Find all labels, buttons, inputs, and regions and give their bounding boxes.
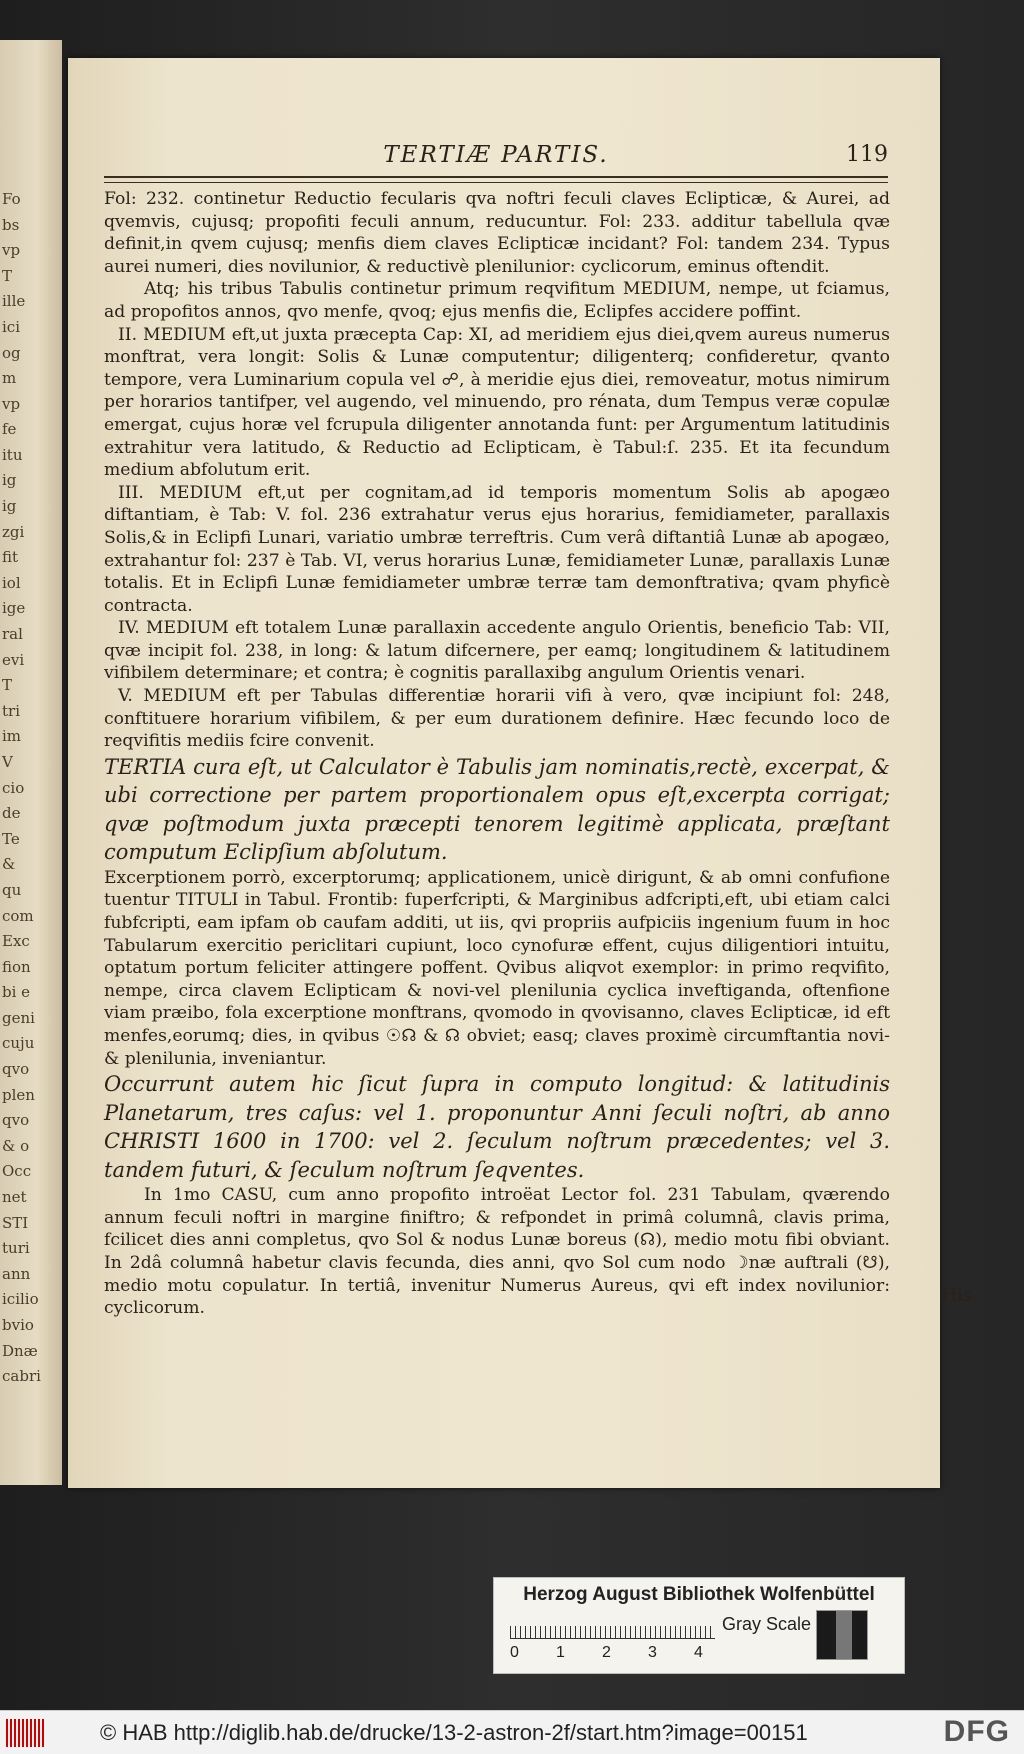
- margin-fragment: m: [2, 369, 17, 388]
- margin-fragment: icilio: [2, 1290, 39, 1309]
- page-header: [104, 142, 888, 172]
- paragraph-tertia-cura: TERTIA cura eſt, ut Calculator è Tabulis jam nominatis,rectè, excerpat, & ubi correctione per partem proportionalem opus eſt,excerpta corrigat; qvæ poſtmodum juxta præcepti tenorem legitimè applicata, præſtant computum Eclipſium abſolutum.: [104, 754, 890, 865]
- library-name: Herzog August Bibliothek Wolfenbüttel: [523, 1584, 875, 1605]
- citation-link[interactable]: © HAB http://diglib.hab.de/drucke/13-2-astron-2f/start.htm?image=00151: [100, 1720, 808, 1745]
- margin-fragment: Dnæ: [2, 1341, 38, 1360]
- margin-fragment: im: [2, 727, 22, 746]
- previous-page-edge: [0, 40, 62, 1485]
- margin-fragment: cio: [2, 778, 25, 797]
- margin-fragment: cabri: [2, 1367, 41, 1386]
- margin-fragment: ige: [2, 599, 26, 618]
- margin-fragment: ral: [2, 625, 23, 644]
- page-number: 119: [846, 142, 888, 167]
- margin-fragment: cuju: [2, 1034, 35, 1053]
- margin-fragment: Occ: [2, 1162, 32, 1181]
- ruler-number: 1: [556, 1644, 565, 1661]
- margin-fragment: com: [2, 906, 34, 925]
- margin-fragment: ici: [2, 317, 20, 336]
- ruler-number: 2: [602, 1644, 611, 1661]
- margin-fragment: qvo: [2, 1111, 30, 1130]
- margin-fragment: T: [2, 676, 13, 695]
- margin-fragment: ann: [2, 1264, 31, 1283]
- margin-fragment: V: [2, 752, 13, 771]
- margin-fragment: tri: [2, 701, 20, 720]
- ruler-number: 0: [510, 1644, 519, 1661]
- gray-scale-swatch: [816, 1610, 868, 1660]
- library-plate: [493, 1577, 905, 1674]
- margin-fragment: iol: [2, 573, 21, 592]
- paragraph-medium-iv: IV. MEDIUM eft totalem Lunæ parallaxin accedente angulo Orientis, beneficio Tab: VII, qvæ incipit fol. 238, in long: & latum difcernere, per eamq; longitudinem & latitudinem vifibilem determinare; et contra; è cognitis parallaxibg angulum Orientis venari.: [104, 618, 890, 684]
- paragraph-primo-casu: In 1mo CASU, cum anno propofito introëat Lector fol. 231 Tabulam, qværendo annum feculi noftri in margine finiftro; & refpondet in primâ columnâ, clavis prima, fcilicet dies anni completus, qvo Sol & nodus Lunæ boreus (☊), medio motu fibi obviant. In 2dâ columnâ habetur clavis fecunda, dies anni, qvo Sol cum nodo ☽næ auftrali (☋), medio motu copulatur. In tertiâ, invenitur Numerus Aureus, qvi eft index novilunior: cyclicorum.: [104, 1185, 890, 1319]
- margin-fragment: STI: [2, 1213, 29, 1232]
- margin-fragment: & o: [2, 1136, 30, 1155]
- paragraph-occurrunt: Occurrunt autem hic ſicut ſupra in computo longitud: & latitudinis Planetarum, tres caſus: vel 1. proponuntur Anni ſeculi noſtri, ab anno CHRISTI 1600 in 1700: vel 2. ſeculum noſtrum præcedentes; vel 3. tandem futuri, & ſeculum noſtrum ſeqventes.: [104, 1072, 890, 1182]
- margin-fragment: fit: [2, 548, 19, 567]
- margin-fragment: turi: [2, 1239, 30, 1258]
- margin-fragment: Te: [2, 829, 20, 848]
- dfg-logo: DFG: [943, 1715, 1010, 1748]
- body-text: [104, 188, 890, 1320]
- margin-fragment: Exc: [2, 932, 30, 951]
- margin-fragment: ille: [2, 292, 26, 311]
- margin-fragment: bs: [2, 215, 20, 234]
- margin-fragment: vp: [2, 394, 21, 413]
- paragraph-medium-iii: III. MEDIUM eft,ut per cognitam,ad id temporis momentum Solis ab apogæo diftantiam, è Tab: V. fol. 236 extrahatur verus ejus horarius, femidiameter, parallaxis Solis,& in Eclipfi Lunari, variatio umbræ terreftris. Cum verâ diftantiâ Lunæ ab apogæo, extrahantur fol: 237 è Tab. VI, verus horarius Lunæ, femidiameter Lunæ, parallaxis Lunæ totalis. Et in Eclipfi Lunæ femidiameter umbræ terræ tam demonftrativa; qvam phyficè contracta.: [104, 482, 890, 616]
- margin-fragment: qvo: [2, 1060, 30, 1079]
- gray-scale-label: Gray Scale: [722, 1614, 812, 1634]
- paragraph-fol-232: Fol: 232. continetur Reductio fecularis qva noftri feculi claves Eclipticæ, & Aurei, ad qvemvis, cujusq; propofiti feculi annum, reducuntur. Fol: 233. additur tabellula qvæ definit,in qvem cujusq; menfis diem claves Eclipticæ incidant? Fol: tandem 234. Typus aurei numeri, dies novilunior, & reductivè plenilunior: cyclicorum, eminus oftendit.: [104, 189, 890, 277]
- margin-fragment: evi: [2, 650, 25, 669]
- margin-fragment: bvio: [2, 1315, 34, 1334]
- margin-fragment: zgi: [2, 522, 25, 541]
- margin-fragment: vp: [2, 241, 21, 260]
- paragraph-medium-ii: II. MEDIUM eft,ut juxta præcepta Cap: XI, ad meridiem ejus diei,qvem aureus numerus monftrat, vera longit: Solis & Lunæ computentur; diligenterq; confideretur, qvanto tempore, vera Luminarium copula vel ☍, à meridie ejus diei, removeatur, motus nimirum per horarios tantifper, vel augendo, vel minuendo, pro rénata, dum Tempus veræ copulæ emergat, cujus horæ vel fcrupula diligenter annotanda funt: per Argumentum latitudinis extrahitur vera latitudo, & Reductio ad Eclipticam, è Tabul:ſ. 235. Et ita fecundum medium abfolutum erit.: [104, 324, 890, 481]
- scale-ruler: [510, 1616, 715, 1639]
- margin-fragment: fion: [2, 957, 31, 976]
- margin-fragment: itu: [2, 445, 23, 464]
- barcode-icon: [6, 1719, 46, 1747]
- paragraph-primum-medium: Atq; his tribus Tabulis continetur primum reqvifitum MEDIUM, nempe, ut fciamus, ad propofitos annos, qvo menfe, qvoq; ejus menfis die, Eclipfes accidere poffint.: [104, 279, 890, 322]
- catchword: His: [941, 1285, 972, 1306]
- margin-fragment: Fo: [2, 190, 21, 208]
- margin-fragment: ig: [2, 471, 17, 490]
- margin-fragment: net: [2, 1188, 27, 1207]
- ruler-number: 4: [694, 1644, 703, 1661]
- margin-fragment: ig: [2, 497, 17, 516]
- book-page: [68, 58, 940, 1488]
- margin-fragment: &: [2, 855, 16, 874]
- ruler-number: 3: [648, 1644, 657, 1661]
- margin-fragment: de: [2, 804, 21, 823]
- margin-fragment: qu: [2, 880, 22, 899]
- margin-fragment: geni: [2, 1008, 35, 1027]
- paragraph-medium-v: V. MEDIUM eft per Tabulas differentiæ horarii vifi à vero, qvæ incipiunt fol: 248, conftituere horarium vifibilem, & per eum durationem definire. Hæc fecundo loco de reqvifitis mediis fcire convenit.: [104, 686, 890, 752]
- margin-fragment: bi e: [2, 983, 31, 1002]
- margin-fragment: T: [2, 266, 13, 285]
- margin-fragment: fe: [2, 420, 17, 439]
- paragraph-excerptionem: Excerptionem porrò, excerptorumq; applicationem, unicè dirigunt, & ab omni confufione tuentur TITULI in Tabul. Frontib: fuperfcripti, & Marginibus adfcripti,eft, ubi etiam calci fubfcripti, eam ipfam ob caufam additi, ut iis, qvi propriis aufpiciis ingenium fuum in hoc Tabularum exercitio periclitari cupiunt, loco cynofuræ effent, cujus diligentiori intuitu, optatum portum feliciter attingere poffent. Qvibus aliqvot exemplor: in primo reqvifito, nempe, circa clavem Eclipticam & novi-vel plenilunia cyclica inveftiganda, oftenfione viam præibo, fola excerptione monftrans, qvomodo in qvovisanno, claves Eclipticæ, id eft menfes,eorumq; dies, in qvibus ☉☊ & ☊ obviet; easq; claves proximè circumftantia novi-& plenilunia, inveniantur.: [104, 867, 890, 1069]
- footer-bar: [0, 1710, 1024, 1754]
- header-rule: [104, 176, 888, 183]
- running-title: TERTIÆ PARTIS.: [383, 142, 609, 168]
- margin-fragment: plen: [2, 1085, 35, 1104]
- margin-fragment: og: [2, 343, 21, 362]
